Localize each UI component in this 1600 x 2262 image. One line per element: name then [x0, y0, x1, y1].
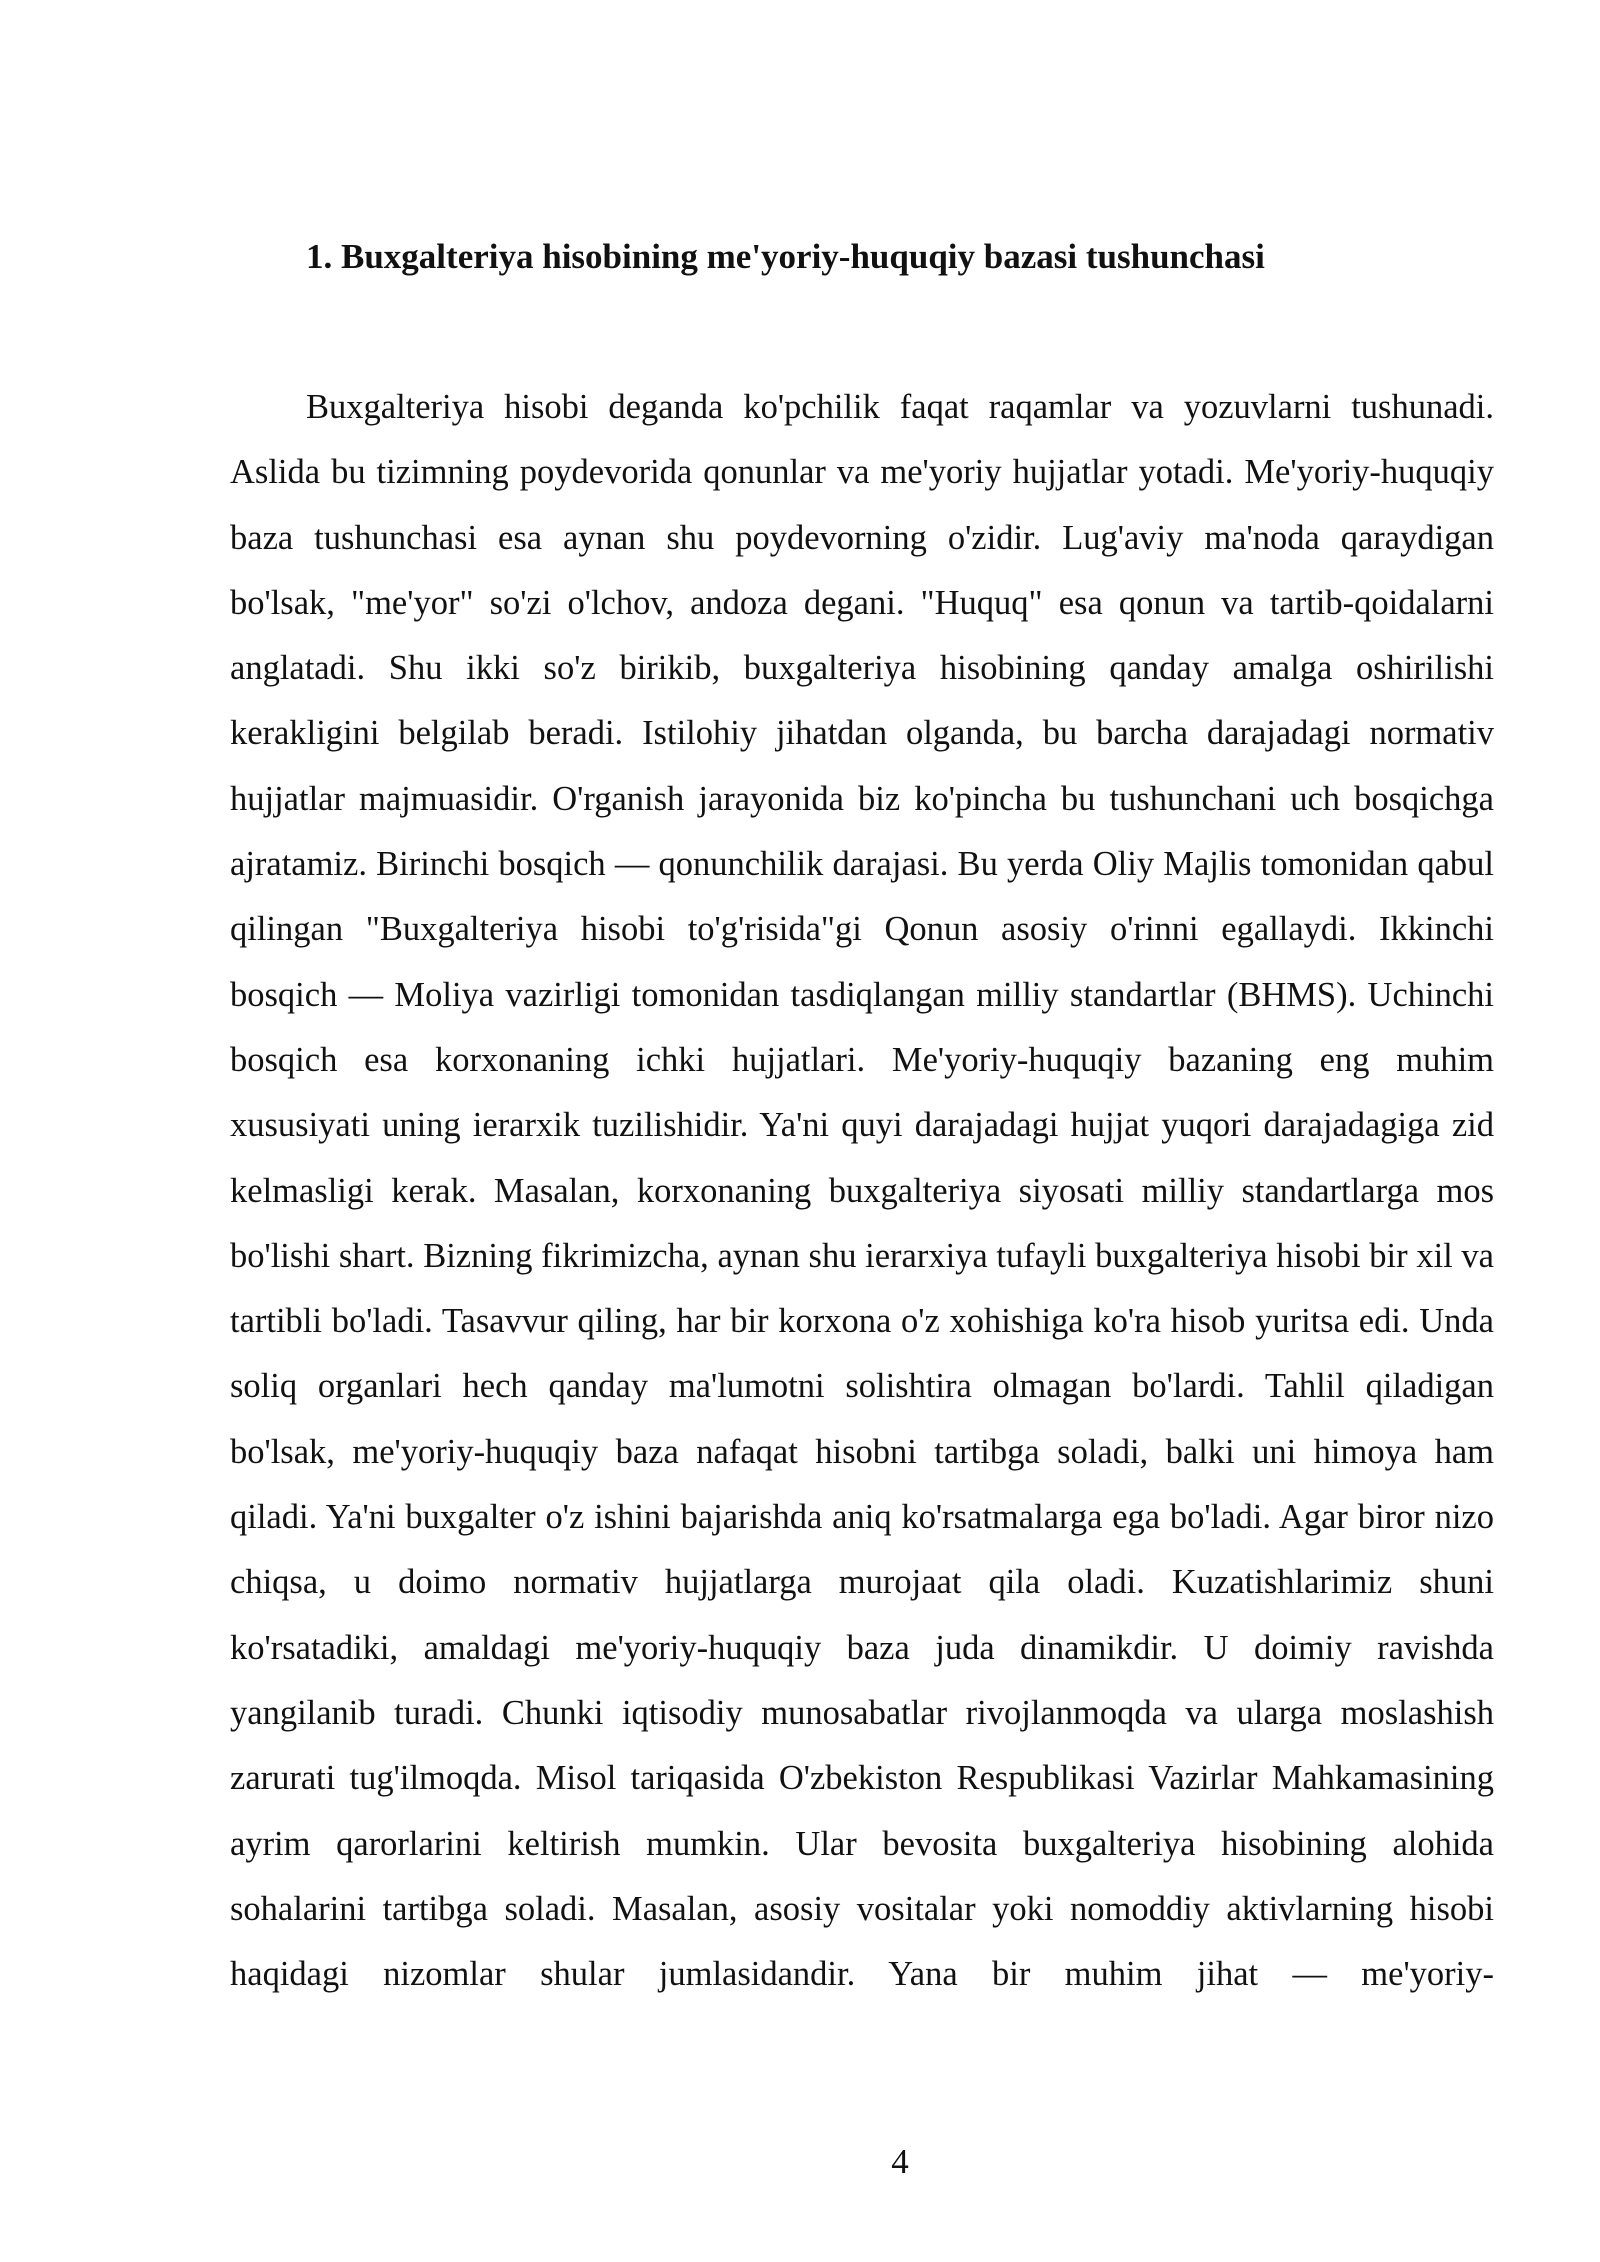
page-number: 4 [891, 2142, 909, 2181]
section-heading: 1. Buxgalteriya hisobining me'yoriy-huquqiy bazasi tushunchasi [306, 237, 1265, 276]
body-paragraph: Buxgalteriya hisobi deganda ko'pchilik faqat raqamlar va yozuvlarni tushunadi. Aslida bu tizimning poydevorida qonunlar va me'yoriy hujjatlar yotadi. Me'yoriy-huquqiy baza tushunchasi esa aynan shu poydevorning o'zidir. Lug'aviy ma'noda qaraydigan bo'lsak, "me'yor" so'zi o'lchov, andoza degani. "Huquq" esa qonun va tartib-qoidalarni anglatadi. Shu ikki so'z birikib, buxgalteriya hisobining qanday amalga oshirilishi kerakligini belgilab beradi. Istilohiy jihatdan olganda, bu barcha darajadagi normativ hujjatlar majmuasidir. O'rganish jarayonida biz ko'pincha bu tushunchani uch bosqichga ajratamiz. Birinchi bosqich — qonunchilik darajasi. Bu yerda Oliy Majlis tomonidan qabul qilingan "Buxgalteriya hisobi to'g'risida"gi Qonun asosiy o'rinni egallaydi. Ikkinchi bosqich — Moliya vazirligi tomonidan tasdiqlangan milliy standartlar (BHMS). Uchinchi bosqich esa korxonaning ichki hujjatlari. Me'yoriy-huquqiy bazaning eng muhim xususiyati uning ierarxik tuzilishidir. Ya'ni quyi darajadagi hujjat yuqori darajadagiga zid kelmasligi kerak. Masalan, korxonaning buxgalteriya siyosati milliy standartlarga mos bo'lishi shart. Bizning fikrimizcha, aynan shu ierarxiya tufayli buxgalteriya hisobi bir xil va tartibli bo'ladi. Tasavvur qiling, har bir korxona o'z xohishiga ko'ra hisob yuritsa edi. Unda soliq organlari hech qanday ma'lumotni solishtira olmagan bo'lardi. Tahlil qiladigan bo'lsak, me'yoriy-huquqiy baza nafaqat hisobni tartibga soladi, balki uni himoya ham qiladi. Ya'ni buxgalter o'z ishini bajarishda aniq ko'rsatmalarga ega bo'ladi. Agar biror nizo chiqsa, u doimo normativ hujjatlarga murojaat qila oladi. Kuzatishlarimiz shuni ko'rsatadiki, amaldagi me'yoriy-huquqiy baza juda dinamikdir. U doimiy ravishda yangilanib turadi. Chunki iqtisodiy munosabatlar rivojlanmoqda va ularga moslashish zarurati tug'ilmoqda. Misol tariqasida O'zbekiston Respublikasi Vazirlar Mahkamasining ayrim qarorlarini keltirish mumkin. Ular bevosita buxgalteriya hisobining alohida sohalarini tartibga soladi. Masalan, asosiy vositalar yoki nomoddiy aktivlarning hisobi haqidagi nizomlar shular jumlasidandir. Yana bir muhim jihat — me'yoriy- [230, 388, 1494, 1994]
